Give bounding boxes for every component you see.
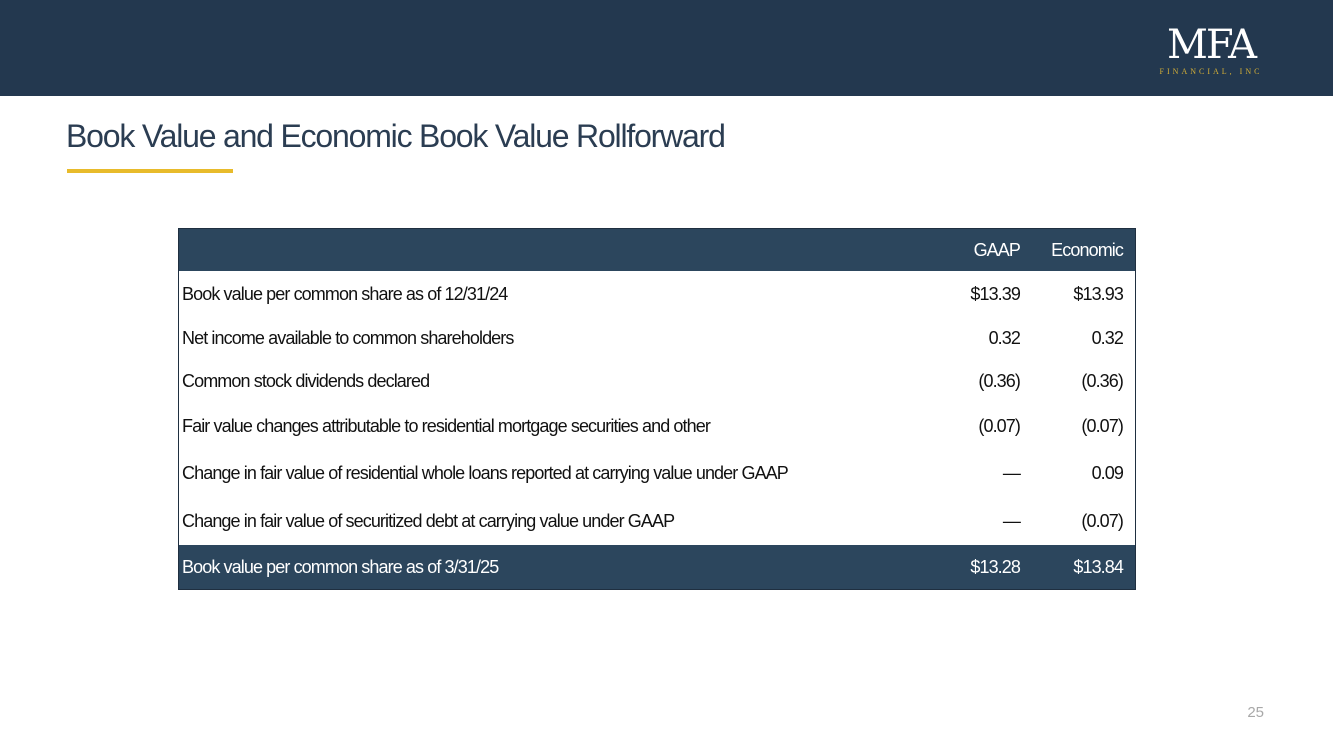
column-header-label: [179, 229, 922, 271]
gaap-value: —: [1002, 510, 1020, 531]
table-row: [179, 497, 1135, 545]
gaap-value: 0.32: [988, 328, 1020, 348]
gaap-value: $13.39: [970, 283, 1020, 304]
table-row: [179, 403, 1135, 449]
table-total-row: [179, 545, 1135, 589]
table-row: [179, 449, 1135, 497]
economic-value: (0.07): [1081, 510, 1123, 531]
economic-value: (0.36): [1081, 371, 1123, 391]
row-label: Book value per common share as of 12/31/24: [182, 283, 508, 304]
table-row: [179, 317, 1135, 360]
row-label: Change in fair value of securitized debt at carrying value under GAAP: [182, 510, 675, 531]
title-underline: [67, 169, 233, 173]
economic-value: 0.09: [1091, 462, 1123, 483]
economic-value: $13.93: [1073, 283, 1123, 304]
table-row: [179, 360, 1135, 403]
column-header-economic: Economic: [1051, 239, 1123, 260]
company-logo: [1155, 24, 1267, 76]
table-header-row: [179, 229, 1135, 271]
rollforward-table: [178, 228, 1136, 590]
total-label: Book value per common share as of 3/31/25: [182, 556, 499, 577]
gaap-value: (0.36): [978, 371, 1020, 391]
logo-subtext: FINANCIAL, INC: [1159, 67, 1263, 76]
page-number: 25: [1247, 704, 1264, 721]
column-header-gaap: GAAP: [973, 239, 1020, 260]
row-label: Change in fair value of residential whole loans reported at carrying value under GAAP: [182, 462, 788, 483]
table-row: [179, 271, 1135, 317]
gaap-value: (0.07): [978, 415, 1020, 436]
row-label: Fair value changes attributable to residential mortgage securities and other: [182, 415, 710, 436]
row-label: Common stock dividends declared: [182, 371, 430, 391]
total-economic-value: $13.84: [1073, 556, 1123, 577]
total-gaap-value: $13.28: [970, 556, 1020, 577]
logo-mark: MFA: [1166, 22, 1256, 68]
page-title: Book Value and Economic Book Value Rollforward: [66, 118, 725, 154]
economic-value: 0.32: [1091, 328, 1123, 348]
row-label: Net income available to common shareholders: [182, 328, 514, 348]
economic-value: (0.07): [1081, 415, 1123, 436]
gaap-value: —: [1002, 462, 1020, 483]
header-bar: [0, 0, 1333, 96]
